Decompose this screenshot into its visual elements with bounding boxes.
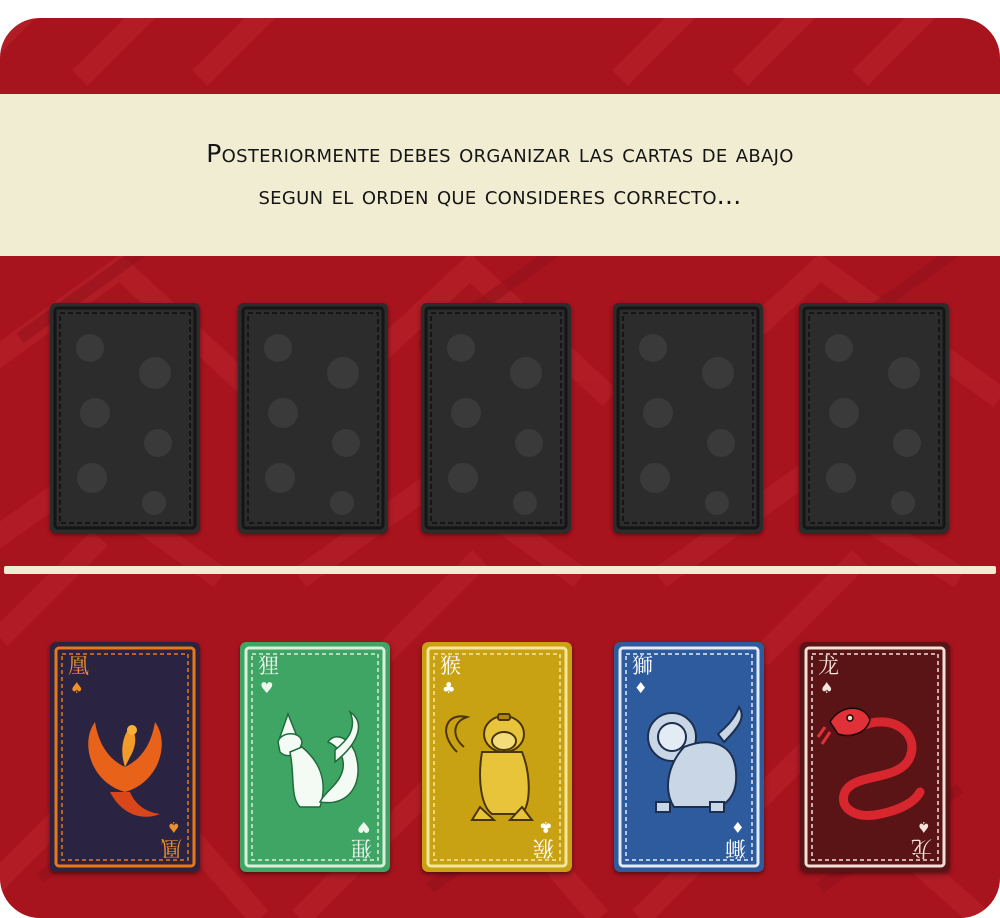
card-glyph-top: 猴 [440, 654, 461, 678]
divider [4, 566, 996, 574]
card-slot-3[interactable] [421, 303, 571, 533]
instruction-line-2: segun el orden que consideres correcto... [258, 181, 742, 210]
card-fox[interactable] [240, 642, 390, 872]
diamond-icon: ♦ [730, 818, 744, 836]
spade-icon: ♠ [916, 818, 930, 836]
card-monkey[interactable] [422, 642, 572, 872]
card-back-pattern [421, 303, 571, 533]
card-glyph-bottom: 猴 [533, 836, 554, 860]
card-dragon[interactable] [800, 642, 950, 872]
card-slot-1[interactable] [50, 303, 200, 533]
instruction-line-1: Posteriormente debes organizar las cartas de abajo [206, 139, 794, 168]
spade-icon: ♠ [820, 679, 834, 697]
card-slot-5[interactable] [799, 303, 949, 533]
card-glyph-top: 凰 [68, 654, 89, 678]
card-phoenix[interactable] [50, 642, 200, 872]
club-icon: ♣ [538, 818, 552, 836]
card-glyph-bottom: 狸 [351, 836, 372, 860]
card-glyph-bottom: 龙 [911, 836, 932, 860]
card-back-pattern [613, 303, 763, 533]
card-glyph-top: 狸 [258, 654, 279, 678]
game-board [0, 18, 1000, 918]
club-icon: ♣ [442, 679, 456, 697]
instruction-banner [0, 94, 1000, 256]
card-back-pattern [799, 303, 949, 533]
card-glyph-bottom: 凰 [161, 836, 182, 860]
card-slot-4[interactable] [613, 303, 763, 533]
spade-icon: ♠ [70, 679, 84, 697]
card-glyph-bottom: 獅 [725, 836, 746, 860]
card-back-pattern [238, 303, 388, 533]
heart-icon: ♥ [260, 679, 274, 697]
spade-icon: ♠ [166, 818, 180, 836]
card-glyph-top: 獅 [632, 654, 653, 678]
card-slot-2[interactable] [238, 303, 388, 533]
card-lion[interactable] [614, 642, 764, 872]
card-back-pattern [50, 303, 200, 533]
diamond-icon: ♦ [634, 679, 648, 697]
card-glyph-top: 龙 [818, 654, 839, 678]
heart-icon: ♥ [356, 818, 370, 836]
